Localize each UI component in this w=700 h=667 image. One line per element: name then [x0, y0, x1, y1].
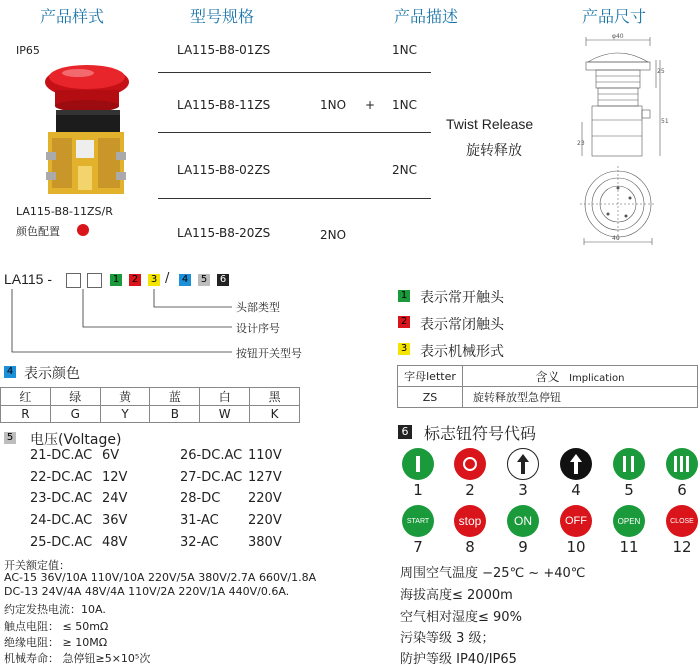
- dimension-drawing: [570, 32, 668, 246]
- voltage-code: 24-DC.AC: [30, 513, 93, 528]
- symbol-text: OFF: [565, 515, 587, 527]
- row-divider: [158, 198, 431, 199]
- code-sq-2: 2: [129, 274, 141, 286]
- symbol-10: [560, 505, 592, 537]
- code-sq-3: 3: [148, 274, 160, 286]
- impl-header-meaning-en: Implication: [569, 372, 625, 384]
- symbol-4: [560, 448, 592, 480]
- impl-header-meaning-cn: 含义: [535, 369, 560, 384]
- model-plus: +: [365, 98, 376, 112]
- color-code: B: [150, 406, 200, 423]
- legend-no: 表示常开触头: [420, 290, 504, 306]
- code-leader-lines: [0, 285, 240, 365]
- voltage-value: 380V: [248, 535, 282, 550]
- dim-h3: 23: [577, 140, 585, 147]
- dim-top-width: φ40: [612, 33, 624, 40]
- ratings-life: 机械寿命： 急停钮≥5×10⁵次: [4, 652, 151, 665]
- voltage-value: 110V: [248, 448, 282, 463]
- color-name: 黄: [100, 388, 150, 406]
- color-code: G: [50, 406, 100, 423]
- colors-sq-4: 4: [4, 366, 16, 378]
- voltage-value: 48V: [102, 535, 128, 550]
- arrow-up-icon: [516, 454, 530, 474]
- implication-table: [397, 365, 698, 408]
- color-name: 蓝: [150, 388, 200, 406]
- voltage-code: 22-DC.AC: [30, 470, 93, 485]
- voltage-value: 24V: [102, 491, 128, 506]
- symbol-9: [507, 505, 539, 537]
- symbol-num: 12: [672, 538, 692, 556]
- env-protection: 防护等级 IP40/IP65: [400, 652, 517, 667]
- dim-h2: 51: [661, 118, 669, 125]
- ratings-contact-res: 触点电阻： ≤ 50mΩ: [4, 620, 109, 633]
- symbol-num: 3: [518, 481, 528, 499]
- header-product-desc: 产品描述: [394, 7, 459, 26]
- label-design-no: 设计序号: [236, 322, 280, 335]
- dim-h1: 25: [657, 68, 665, 75]
- label-head-type: 头部类型: [236, 301, 280, 314]
- ratings-title: 开关额定值：: [4, 559, 70, 572]
- row-divider: [158, 72, 431, 73]
- code-sq-5: 5: [198, 274, 210, 286]
- symbol-5: [613, 448, 645, 480]
- code-sq-4: 4: [179, 274, 191, 286]
- model-name: LA115-B8-02ZS: [177, 163, 271, 177]
- symbol-num: 7: [413, 538, 423, 556]
- voltage-code: 26-DC.AC: [180, 448, 243, 463]
- model-nc: 1NC: [392, 43, 417, 57]
- model-nc: 2NC: [392, 163, 417, 177]
- voltage-value: 220V: [248, 513, 282, 528]
- voltage-code: 32-AC: [180, 535, 219, 550]
- legend-mech: 表示机械形式: [420, 344, 504, 360]
- voltage-code: 27-DC.AC: [180, 470, 243, 485]
- env-temp: 周围空气温度 −25℃ ~ +40℃: [400, 566, 586, 581]
- bar-icon: [680, 456, 683, 472]
- symbol-text: stop: [458, 514, 482, 528]
- symbol-num: 9: [518, 538, 528, 556]
- symbol-11: [613, 505, 645, 537]
- symbol-2: [454, 448, 486, 480]
- colors-title: 表示颜色: [24, 366, 80, 382]
- bar-icon: [416, 456, 420, 472]
- voltage-title: 电压(Voltage): [30, 432, 122, 448]
- symbol-num: 6: [677, 481, 687, 499]
- model-name: LA115-B8-20ZS: [177, 226, 271, 240]
- symbol-text: START: [406, 517, 430, 525]
- header-product-style: 产品样式: [40, 7, 105, 26]
- color-code: Y: [100, 406, 150, 423]
- row-divider: [158, 132, 431, 133]
- impl-header-letter: 字母letter: [398, 366, 463, 387]
- color-name: 红: [1, 388, 51, 406]
- legend-sq-2: 2: [398, 316, 410, 328]
- symbol-num: 1: [413, 481, 423, 499]
- symbols-sq-6: 6: [398, 425, 412, 439]
- desc-en: Twist Release: [446, 116, 534, 132]
- code-prefix: LA115 -: [4, 271, 52, 287]
- voltage-value: 12V: [102, 470, 128, 485]
- voltage-sq-5: 5: [4, 432, 16, 444]
- symbol-text: CLOSE: [670, 517, 694, 525]
- voltage-code: 28-DC: [180, 491, 221, 506]
- symbol-6: [666, 448, 698, 480]
- voltage-value: 220V: [248, 491, 282, 506]
- color-code: W: [200, 406, 250, 423]
- voltage-value: 36V: [102, 513, 128, 528]
- symbol-num: 8: [465, 538, 475, 556]
- product-model-caption: LA115-B8-11ZS/R: [16, 205, 113, 218]
- color-code: K: [250, 406, 300, 423]
- color-name: 白: [200, 388, 250, 406]
- model-no: 2NO: [320, 228, 347, 242]
- symbol-num: 11: [619, 538, 639, 556]
- symbol-num: 5: [624, 481, 634, 499]
- ratings-current: 约定发热电流：10A.: [4, 603, 106, 616]
- legend-nc: 表示常闭触头: [420, 317, 504, 333]
- legend-sq-3: 3: [398, 343, 410, 355]
- voltage-code: 23-DC.AC: [30, 491, 93, 506]
- ratings-ac: AC-15 36V/10A 110V/10A 220V/5A 380V/2.7A 660V/1.8A: [4, 571, 317, 584]
- voltage-code: 31-AC: [180, 513, 219, 528]
- impl-code: ZS: [398, 387, 463, 408]
- legend-sq-1: 1: [398, 290, 410, 302]
- voltage-code: 21-DC.AC: [30, 448, 93, 463]
- color-name: 黑: [250, 388, 300, 406]
- code-sq-6: 6: [217, 274, 229, 286]
- impl-meaning: 旋转释放型急停钮: [463, 387, 698, 408]
- ip-rating: IP65: [16, 44, 40, 57]
- color-code: R: [1, 406, 51, 423]
- symbol-8: [454, 505, 486, 537]
- symbol-12: [666, 505, 698, 537]
- impl-header-meaning: [463, 366, 698, 387]
- bar-icon: [631, 456, 634, 472]
- bar-icon: [686, 456, 689, 472]
- symbol-3: [507, 448, 539, 480]
- color-name: 绿: [50, 388, 100, 406]
- env-pollution: 污染等级 3 级；: [400, 631, 495, 646]
- symbol-num: 4: [571, 481, 581, 499]
- symbol-1: [402, 448, 434, 480]
- ratings-dc: DC-13 24V/4A 48V/4A 110V/2A 220V/1A 440V/0.6A.: [4, 585, 290, 598]
- model-nc: 1NC: [392, 98, 417, 112]
- color-config-label: 颜色配置: [16, 225, 60, 238]
- voltage-value: 127V: [248, 470, 282, 485]
- color-dot: [77, 224, 89, 236]
- dim-bottom-width: 40: [612, 235, 620, 242]
- ring-icon: [463, 457, 477, 471]
- label-switch-model: 按钮开关型号: [236, 347, 302, 360]
- symbol-num: 10: [566, 538, 586, 556]
- model-name: LA115-B8-11ZS: [177, 98, 271, 112]
- symbol-num: 2: [465, 481, 475, 499]
- arrow-up-icon: [569, 454, 583, 474]
- product-image: [38, 60, 130, 200]
- symbol-7: [402, 505, 434, 537]
- color-table: [0, 387, 300, 423]
- bar-icon: [674, 456, 677, 472]
- header-model-spec: 型号规格: [190, 7, 255, 26]
- header-product-size: 产品尺寸: [582, 7, 647, 26]
- symbol-text: OPEN: [617, 516, 641, 526]
- symbols-title: 标志钮符号代码: [424, 424, 537, 443]
- desc-cn: 旋转释放: [466, 143, 522, 159]
- env-altitude: 海拔高度≤ 2000m: [400, 588, 513, 603]
- voltage-value: 6V: [102, 448, 120, 463]
- model-no: 1NO: [320, 98, 347, 112]
- symbol-text: ON: [514, 514, 532, 528]
- model-name: LA115-B8-01ZS: [177, 43, 271, 57]
- code-sq-1: 1: [110, 274, 122, 286]
- ratings-insul-res: 绝缘电阻： ≥ 10MΩ: [4, 636, 108, 649]
- symbol-text: [613, 448, 645, 480]
- bar-icon: [623, 456, 626, 472]
- voltage-code: 25-DC.AC: [30, 535, 93, 550]
- code-slash: /: [165, 271, 170, 286]
- env-humidity: 空气相对湿度≤ 90%: [400, 610, 522, 625]
